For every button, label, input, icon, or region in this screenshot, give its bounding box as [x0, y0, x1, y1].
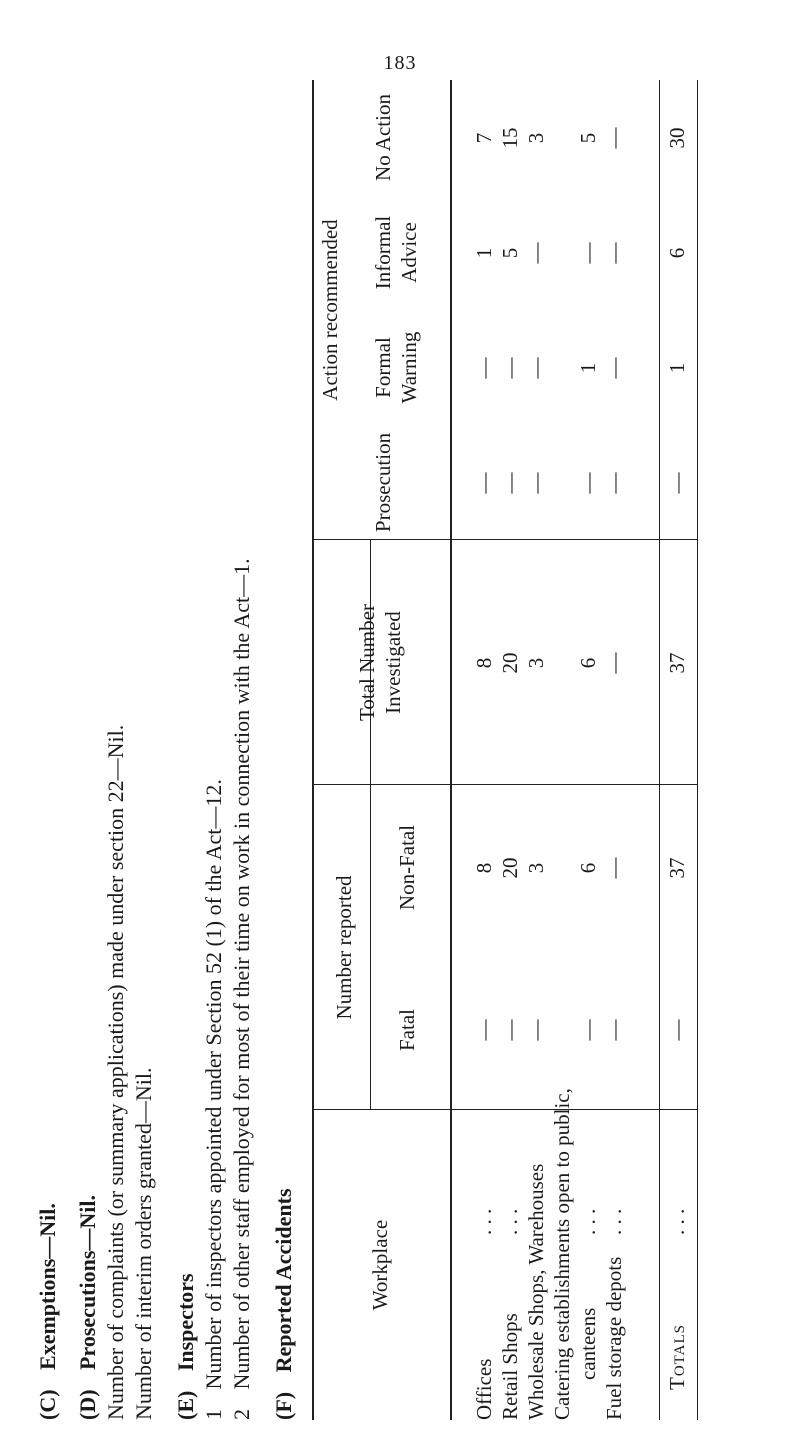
- row-total: —: [602, 652, 626, 674]
- row-fatal: —: [576, 1019, 600, 1041]
- totals-non-fatal: 37: [665, 857, 689, 879]
- header-fatal: Fatal: [395, 1009, 419, 1051]
- row-prosecution: —: [524, 472, 548, 494]
- row-total: 6: [576, 657, 600, 669]
- row-dots: . . .: [472, 1208, 496, 1235]
- header-non-fatal: Non-Fatal: [395, 824, 419, 911]
- inspectors-text: Inspectors: [173, 1273, 198, 1372]
- header-informal-line1: Informal: [371, 215, 395, 290]
- row-workplace: Wholesale Shops, Warehouses: [524, 1163, 548, 1420]
- totals-prosecution: —: [665, 472, 689, 494]
- totals-dots: . . .: [665, 1208, 689, 1235]
- header-total-line1: Total Number: [355, 604, 379, 721]
- row-fatal: —: [524, 1019, 548, 1041]
- row-non-fatal: 8: [472, 862, 496, 874]
- totals-no-action: 30: [665, 127, 689, 149]
- exemptions-label: (C): [35, 1389, 60, 1420]
- row-informal: 5: [498, 247, 522, 259]
- row-no-action: 3: [524, 132, 548, 144]
- totals-fatal: —: [665, 1019, 689, 1041]
- row-formal: 1: [576, 362, 600, 374]
- row-prosecution: —: [472, 472, 496, 494]
- header-total-line2: Investigated: [381, 611, 405, 714]
- row-fatal: —: [472, 1019, 496, 1041]
- inspectors-item-1-text: Number of inspectors appointed under Section 52 (1) of the Act—12.: [201, 779, 226, 1390]
- inspectors-item-1-number: 1: [201, 1409, 226, 1420]
- row-non-fatal: 3: [524, 862, 548, 874]
- totals-total: 37: [665, 652, 689, 674]
- header-prosecution: Prosecution: [371, 432, 395, 533]
- header-formal-line1: Formal: [371, 337, 395, 398]
- accidents-text: Reported Accidents: [271, 1188, 296, 1373]
- header-workplace: Workplace: [368, 1219, 392, 1311]
- row-fatal: —: [602, 1019, 626, 1041]
- table-top-rule: [312, 80, 314, 1420]
- row-formal: —: [498, 357, 522, 379]
- row-non-fatal: 20: [498, 857, 522, 879]
- row-dots: . . .: [576, 1208, 600, 1235]
- header-bottom-rule: [450, 80, 452, 1420]
- row-total: 8: [472, 657, 496, 669]
- prosecutions-text: Prosecutions—Nil.: [75, 1194, 100, 1370]
- row-no-action: 7: [472, 132, 496, 144]
- page-number: 183: [383, 52, 417, 74]
- accidents-label: (F): [271, 1391, 296, 1420]
- inspectors-heading: [173, 1273, 199, 1420]
- row-dots: . . .: [498, 1208, 522, 1235]
- row-informal: —: [602, 242, 626, 264]
- row-prosecution: —: [602, 472, 626, 494]
- totals-top-rule: [659, 80, 660, 1420]
- header-informal-line2: Advice: [397, 222, 421, 283]
- row-workplace: Retail Shops: [498, 1313, 522, 1420]
- totals-informal: 6: [665, 247, 689, 259]
- row-no-action: 5: [576, 132, 600, 144]
- row-formal: —: [524, 357, 548, 379]
- row-workplace: canteens: [576, 1307, 600, 1380]
- row-informal: 1: [472, 247, 496, 259]
- row-total: 3: [524, 657, 548, 669]
- accidents-heading: [271, 1188, 297, 1420]
- row-formal: —: [602, 357, 626, 379]
- row-workplace: Offices: [472, 1358, 496, 1420]
- interim-orders-line: Number of interim orders granted—Nil.: [131, 1067, 156, 1420]
- inspectors-item-2-number: 2: [229, 1409, 254, 1420]
- complaints-line: Number of complaints (or summary applications) made under section 22—Nil.: [103, 724, 128, 1420]
- header-no-action: No Action: [371, 94, 395, 181]
- row-no-action: —: [602, 127, 626, 149]
- header-action-recommended: Action recommended: [318, 219, 342, 401]
- row-informal: —: [576, 242, 600, 264]
- row-dots: . . .: [602, 1208, 626, 1235]
- totals-bottom-rule: [697, 80, 698, 1420]
- row-prosecution: —: [498, 472, 522, 494]
- header-number-reported: Number reported: [332, 875, 356, 1020]
- inspectors-label: (E): [173, 1390, 198, 1420]
- row-non-fatal: —: [602, 857, 626, 879]
- row-no-action: 15: [498, 127, 522, 149]
- inspectors-item-1: [201, 779, 227, 1420]
- prosecutions-label: (D): [75, 1389, 100, 1420]
- prosecutions-line: [75, 1195, 101, 1420]
- inspectors-item-2-text: Number of other staff employed for most of their time on work in connection with the Act—1.: [229, 558, 254, 1390]
- totals-label: Totals: [665, 1324, 689, 1390]
- exemptions-line: [35, 1203, 61, 1420]
- totals-formal: 1: [665, 362, 689, 374]
- row-informal: —: [524, 242, 548, 264]
- exemptions-text: Exemptions—Nil.: [35, 1203, 60, 1370]
- row-workplace: Catering establishments open to public,: [550, 1088, 574, 1420]
- row-workplace: Fuel storage depots: [602, 1256, 626, 1420]
- row-prosecution: —: [576, 472, 600, 494]
- row-total: 20: [498, 652, 522, 674]
- row-formal: —: [472, 357, 496, 379]
- row-non-fatal: 6: [576, 862, 600, 874]
- inspectors-item-2: [229, 558, 255, 1420]
- header-formal-line2: Warning: [397, 331, 421, 404]
- row-fatal: —: [498, 1019, 522, 1041]
- rotated-content: [25, 80, 785, 1420]
